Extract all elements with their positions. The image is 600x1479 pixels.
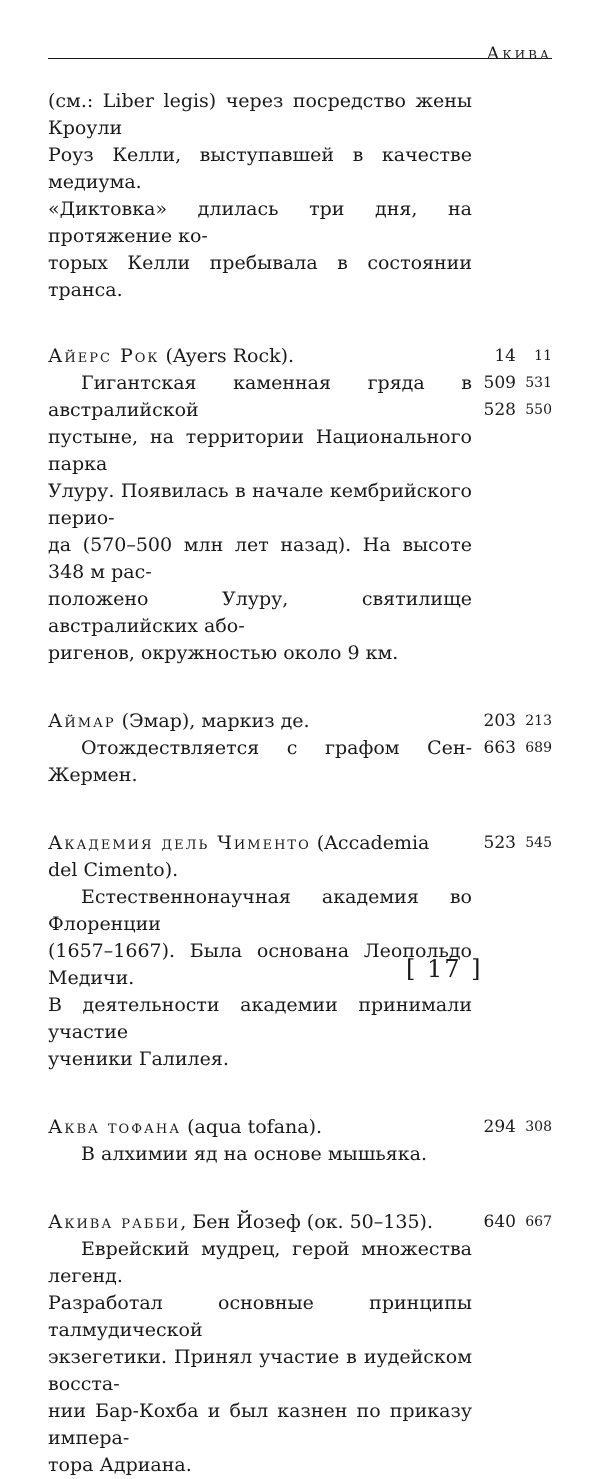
body-line: Разработал основные принципы талмудической	[48, 1292, 472, 1341]
entry-ayers-rock	[48, 343, 552, 667]
body-line: Еврейский мудрец, герой множества легенд.	[48, 1238, 472, 1287]
body-line: ригенов, окружностью около 9 км.	[48, 642, 399, 664]
body-line: пустыне, на территории Национального парка	[48, 426, 472, 475]
entry-accademia	[48, 830, 552, 1073]
running-title: Акива	[486, 44, 552, 64]
ref-page: 203	[483, 711, 516, 731]
text-line: (см.: Liber legis) через посредство жены Кроули	[48, 90, 472, 139]
ref-page: 663	[483, 738, 516, 758]
body-line: положено Улуру, святилище австралийских або-	[48, 588, 472, 637]
heading-rest-line: del Cimento).	[48, 859, 179, 881]
ref-page: 14	[494, 346, 516, 366]
body-line: Улуру. Появилась в начале кембрийского перио-	[48, 480, 472, 529]
headword: Академия дель Чименто	[48, 832, 311, 854]
ref-page-alt: 689	[525, 740, 552, 756]
ref-page: 640	[483, 1212, 516, 1232]
continuation-text	[48, 88, 472, 304]
body-line: Отождествляется с графом Сен-Жермен.	[48, 737, 472, 786]
heading-rest: (Ayers Rock).	[159, 345, 295, 367]
headword: Аймар	[48, 710, 116, 732]
body-line: В алхимии яд на основе мышьяка.	[81, 1143, 427, 1165]
body-line: да (570–500 млн лет назад). На высоте 348 м рас-	[48, 534, 472, 583]
entry-heading	[48, 1114, 472, 1141]
entry-aqua-tofana	[48, 1114, 552, 1168]
headword: Айерс Рок	[48, 345, 160, 367]
entry-heading	[48, 708, 472, 735]
body-line: экзегетики. Принял участие в иудейском восста-	[48, 1346, 472, 1395]
body-line: (1657–1667). Была основана Леопольдо Медичи.	[48, 940, 472, 989]
text-line: торых Келли пребывала в состоянии транса.	[48, 252, 472, 301]
ref-page: 523	[483, 833, 516, 853]
heading-rest: (Эмар), маркиз де.	[115, 710, 310, 732]
ref-page-alt: 545	[525, 835, 552, 851]
entry-akiva	[48, 1209, 552, 1479]
headword: Акива рабби	[48, 1211, 181, 1233]
entry-aymar	[48, 708, 552, 789]
entry-heading	[48, 1209, 472, 1236]
body-line: Естественнонаучная академия во Флоренции	[48, 886, 472, 935]
page-body	[48, 88, 552, 1479]
ref-page-alt: 213	[525, 713, 552, 729]
page-number: [ 17 ]	[406, 955, 483, 983]
page-refs	[472, 830, 552, 1073]
entry-heading	[48, 343, 472, 370]
heading-rest: (aqua tofana).	[181, 1116, 323, 1138]
ref-page-alt: 667	[525, 1214, 552, 1230]
ref-page-alt: 531	[525, 375, 552, 391]
body-line: нии Бар-Кохба и был казнен по приказу импера-	[48, 1400, 472, 1449]
ref-page: 528	[483, 400, 516, 420]
text-line: «Диктовка» длилась три дня, на протяжение ко-	[48, 198, 472, 247]
ref-page: 294	[483, 1117, 516, 1137]
page-refs	[472, 343, 552, 667]
body-line: В деятельности академии принимали участие	[48, 994, 472, 1043]
body-line: тора Адриана.	[48, 1454, 192, 1476]
ref-page-alt: 550	[525, 402, 552, 418]
heading-rest: (Accademia	[310, 832, 430, 854]
ref-page-alt: 11	[534, 348, 552, 364]
entry-heading	[48, 830, 472, 857]
text-line: Роуз Келли, выступавшей в качестве медиума.	[48, 144, 472, 193]
heading-rest: , Бен Йозеф (ок. 50–135).	[180, 1211, 433, 1233]
page-refs	[472, 1114, 552, 1168]
continuation-entry	[48, 88, 552, 304]
body-line: ученики Галилея.	[48, 1048, 229, 1070]
ref-page: 509	[483, 373, 516, 393]
header-rule	[48, 58, 552, 59]
headword: Аква тофана	[48, 1116, 182, 1138]
body-line: Гигантская каменная гряда в австралийской	[48, 372, 472, 421]
page-refs	[472, 708, 552, 789]
page-refs	[472, 1209, 552, 1479]
ref-page-alt: 308	[525, 1119, 552, 1135]
